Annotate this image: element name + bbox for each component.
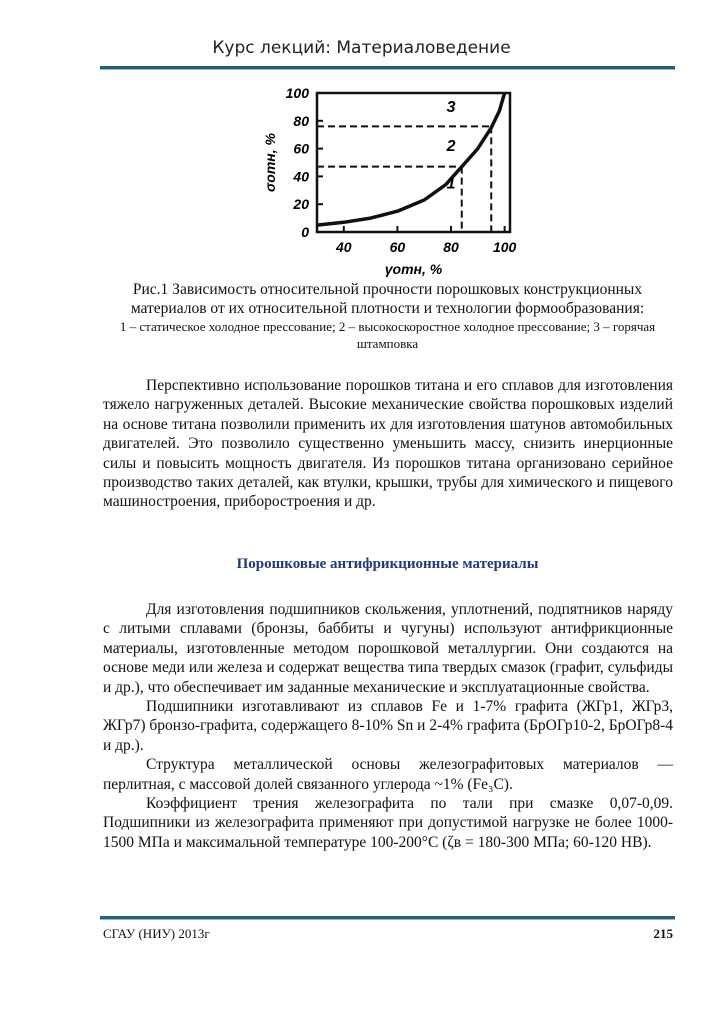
caption-legend: 1 – статическое холодное прессование; 2 – высокоскоростное холодное прессование; 3 – горячая штамповка [119, 319, 656, 351]
paragraph-text: Перспективно использование порошков титана и его сплавов для изготовления тяжело нагруженных деталей. Высокие механические свойства порошковых изделий на основе титана позволили применить их для изготовления шатунов автомобильных двигателей. Это позволило существенно уменьшить массу, снизить инерционные силы и повысить мощность двигателя. Из порошков титана организовано серийное производство таких деталей, как втулки, крышки, трубы для химического и пищевого машиностроения, приборостроения и др. [103, 377, 673, 511]
header-rule [100, 66, 675, 70]
y-axis-label: σотн, % [262, 133, 278, 192]
y-tick-label: 100 [285, 85, 309, 101]
region-label-2: 2 [446, 137, 456, 155]
section-body [103, 600, 673, 852]
plot-frame [317, 93, 510, 232]
y-tick-label: 0 [301, 224, 309, 240]
paragraph-titanium [103, 376, 673, 512]
footer-rule [100, 916, 675, 920]
x-tick-label: 100 [492, 239, 517, 255]
page-footer [103, 926, 673, 942]
region-label-1: 1 [446, 175, 456, 193]
y-tick-label: 20 [293, 196, 309, 213]
paragraph-text: Структура металлической основы железографитовых материалов — перлитная, с массовой долей связанного углерода ~1% (Fe₃C). [103, 756, 673, 793]
page-number: 215 [653, 926, 673, 941]
paragraph-text: Подшипники изготавливают из сплавов Fe и 1-7% графита (ЖГр1, ЖГр3, ЖГр7) бронзо-графита, содержащего 8-10% Sn и 2-4% графита (БрОГр10-2, БрОГр8-4 и др.). [103, 698, 673, 754]
strength-curve [317, 93, 505, 225]
strength-density-chart [255, 82, 525, 282]
footer-institution: СГАУ (НИУ) 2013г [103, 926, 210, 941]
caption-title: Рис.1 Зависимость относительной прочности порошковых конструкционных материалов от их относительной плотности и технологии формообразования: [130, 281, 645, 317]
x-tick-label: 80 [443, 239, 459, 255]
page-header-title: Курс лекций: Материаловедение [212, 38, 511, 58]
y-tick-label: 80 [293, 112, 309, 129]
x-tick-label: 40 [336, 239, 352, 255]
x-axis-label: γотн, % [384, 261, 443, 277]
figure-caption [100, 280, 675, 352]
y-tick-label: 60 [293, 140, 309, 157]
region-label-3: 3 [446, 98, 456, 116]
y-tick-label: 40 [293, 168, 309, 185]
x-tick-label: 60 [389, 239, 406, 255]
paragraph-text: Для изготовления подшипников скольжения, уплотнений, подпятников наряду с литыми сплавами (бронзы, баббиты и чугуны) используют антифрикционные материалы, изготовленные методом порошковой металлургии. Они создаются на основе меди или железа и содержат вещества типа твердых смазок (графит, сульфиды и др.), что обеспечивает им заданные механические и эксплуатационные свойства. [103, 601, 673, 696]
section-heading: Порошковые антифрикционные материалы [236, 556, 539, 572]
paragraph-text: Коэффициент трения железографита по тали при смазке 0,07-0,09. Подшипники из железографита применяют при допустимой нагрузке не более 1000-1500 МПа и максимальной температуре 100-200°С (ζв = 180-300 МПа; 60-120 НВ). [103, 795, 673, 851]
